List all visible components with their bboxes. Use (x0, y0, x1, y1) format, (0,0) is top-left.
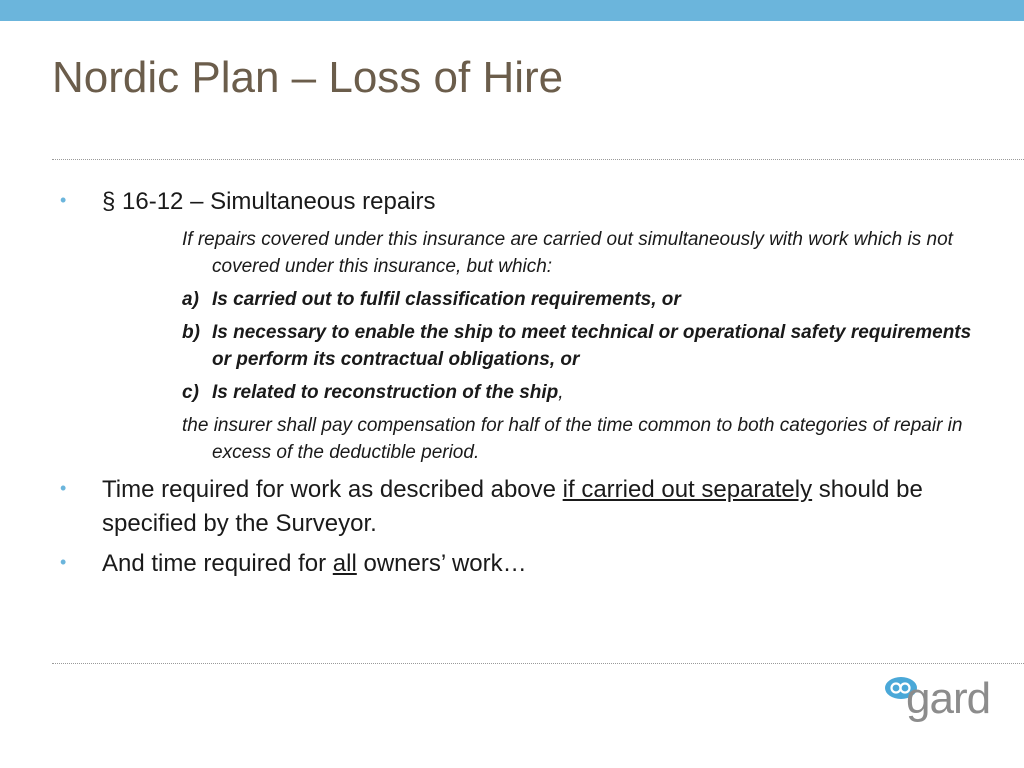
bullet-marker: • (60, 478, 67, 498)
bullet-text (102, 547, 962, 581)
quote-item-b (182, 319, 972, 373)
quote-item-marker: a) (182, 289, 199, 310)
quote-item-a (182, 286, 972, 313)
quote-item-marker: c) (182, 382, 199, 403)
bullet-marker: • (60, 190, 67, 210)
bullet-marker: • (60, 552, 67, 572)
bullet-text-part: And time required for (102, 550, 333, 577)
bullet-text-underlined: if carried out separately (562, 476, 813, 503)
quote-item-text: Is necessary to enable the ship to meet technical or operational safety requirements or perform its contractual obligations, or (212, 322, 972, 370)
quote-item-marker: b) (182, 322, 200, 343)
bullet-text-part: Time required for work as described above (102, 476, 563, 503)
quote-outro: the insurer shall pay compensation for half of the time common to both categories of repair in excess of the deductible period. (182, 415, 963, 463)
gard-logo-wordmark: gard (906, 674, 991, 723)
bullet-text-underlined: all (332, 550, 357, 577)
bullet-text: § 16-12 – Simultaneous repairs (102, 188, 436, 215)
quote-intro: If repairs covered under this insurance are carried out simultaneously with work which is not covered under this insurance, but which: (182, 229, 953, 277)
quote-item-text: Is related to reconstruction of the ship (212, 382, 559, 403)
quote-item-trailing: , (558, 382, 564, 403)
page-title: Nordic Plan – Loss of Hire (52, 53, 564, 102)
bullet-text (102, 473, 962, 541)
quote-item-text: Is carried out to fulfil classification requirements, or (212, 289, 681, 310)
quote-item-c (182, 379, 972, 406)
bullet-text-part: owners’ work… (356, 550, 527, 577)
footer-divider (52, 663, 1024, 664)
gard-logo (884, 674, 994, 730)
bullet-text-part: should be specified by the Surveyor. (102, 476, 923, 537)
